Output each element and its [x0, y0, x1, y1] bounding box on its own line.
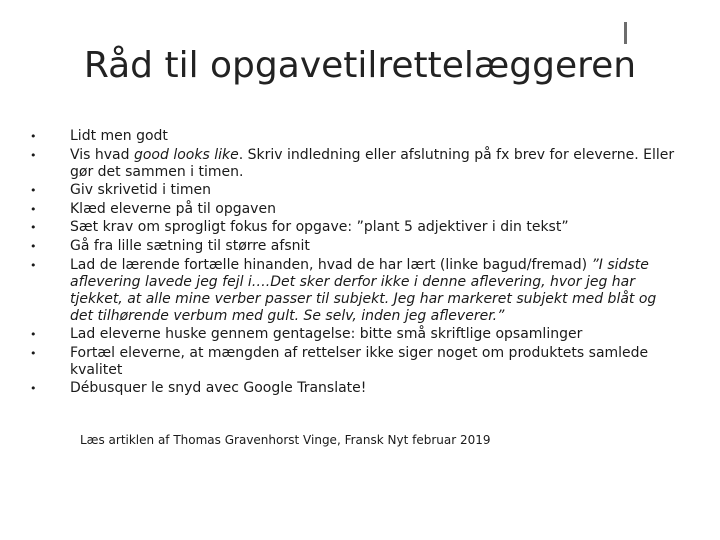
list-item-emphasis: good looks like [133, 146, 239, 163]
list-item [30, 128, 680, 145]
bullet-icon: • [30, 346, 37, 360]
list-item-quote: ”I sidste aflevering lavede jeg fejl i….Det sker derfor ikke i denne aflevering, hvor jeg har tjekket, at alle mine verber passer til subjekt. Jeg har markeret subjekt med blåt og det tilhørende verbum med gult. Se selv, inden jeg afleverer.” [70, 256, 657, 324]
list-item [30, 326, 680, 343]
list-item-text: . Skriv indledning eller afslutning på fx brev for eleverne. Eller gør det sammen i timen. [70, 146, 675, 180]
list-item-text: Giv skrivetid i timen [70, 182, 211, 199]
title-accent-bar [624, 22, 627, 44]
list-item-text: Klæd eleverne på til opgaven [70, 200, 276, 217]
bullet-icon: • [30, 148, 37, 162]
list-item-text: Lidt men godt [70, 128, 168, 144]
list-item [30, 182, 680, 199]
bullet-icon: • [30, 184, 37, 198]
source-note: Læs artiklen af Thomas Gravenhorst Vinge, Fransk Nyt februar 2019 [80, 433, 491, 447]
bullet-icon: • [30, 328, 37, 342]
list-item [30, 238, 680, 255]
list-item-text: Débusquer le snyd avec Google Translate! [70, 380, 367, 397]
bullet-icon: • [30, 258, 37, 272]
bullet-icon: • [30, 239, 37, 253]
list-item-text: Sæt krav om sprogligt fokus for opgave: ”plant 5 adjektiver i din tekst” [70, 219, 569, 236]
bullet-icon: • [30, 221, 37, 235]
bullet-icon: • [30, 382, 37, 396]
list-item [30, 201, 680, 218]
bullet-icon: • [30, 202, 37, 216]
list-item [30, 345, 680, 379]
list-item [30, 380, 680, 397]
list-item-text: Lad de lærende fortælle hinanden, hvad de har lært (linke bagud/fremad) [70, 256, 592, 273]
list-item-text: Gå fra lille sætning til større afsnit [70, 237, 310, 254]
list-item [30, 219, 680, 236]
list-item [30, 257, 680, 325]
list-item-text: Vis hvad [70, 146, 134, 163]
list-item-text: Fortæl eleverne, at mængden af rettelser ikke siger noget om produktets samlede kvalitet [70, 344, 649, 378]
bullet-icon: • [30, 130, 37, 143]
bullet-list [30, 128, 680, 399]
list-item [30, 147, 680, 181]
list-item-text: Lad eleverne huske gennem gentagelse: bitte små skriftlige opsamlinger [70, 326, 583, 343]
slide-title: Råd til opgavetilrettelæggeren [83, 45, 637, 86]
